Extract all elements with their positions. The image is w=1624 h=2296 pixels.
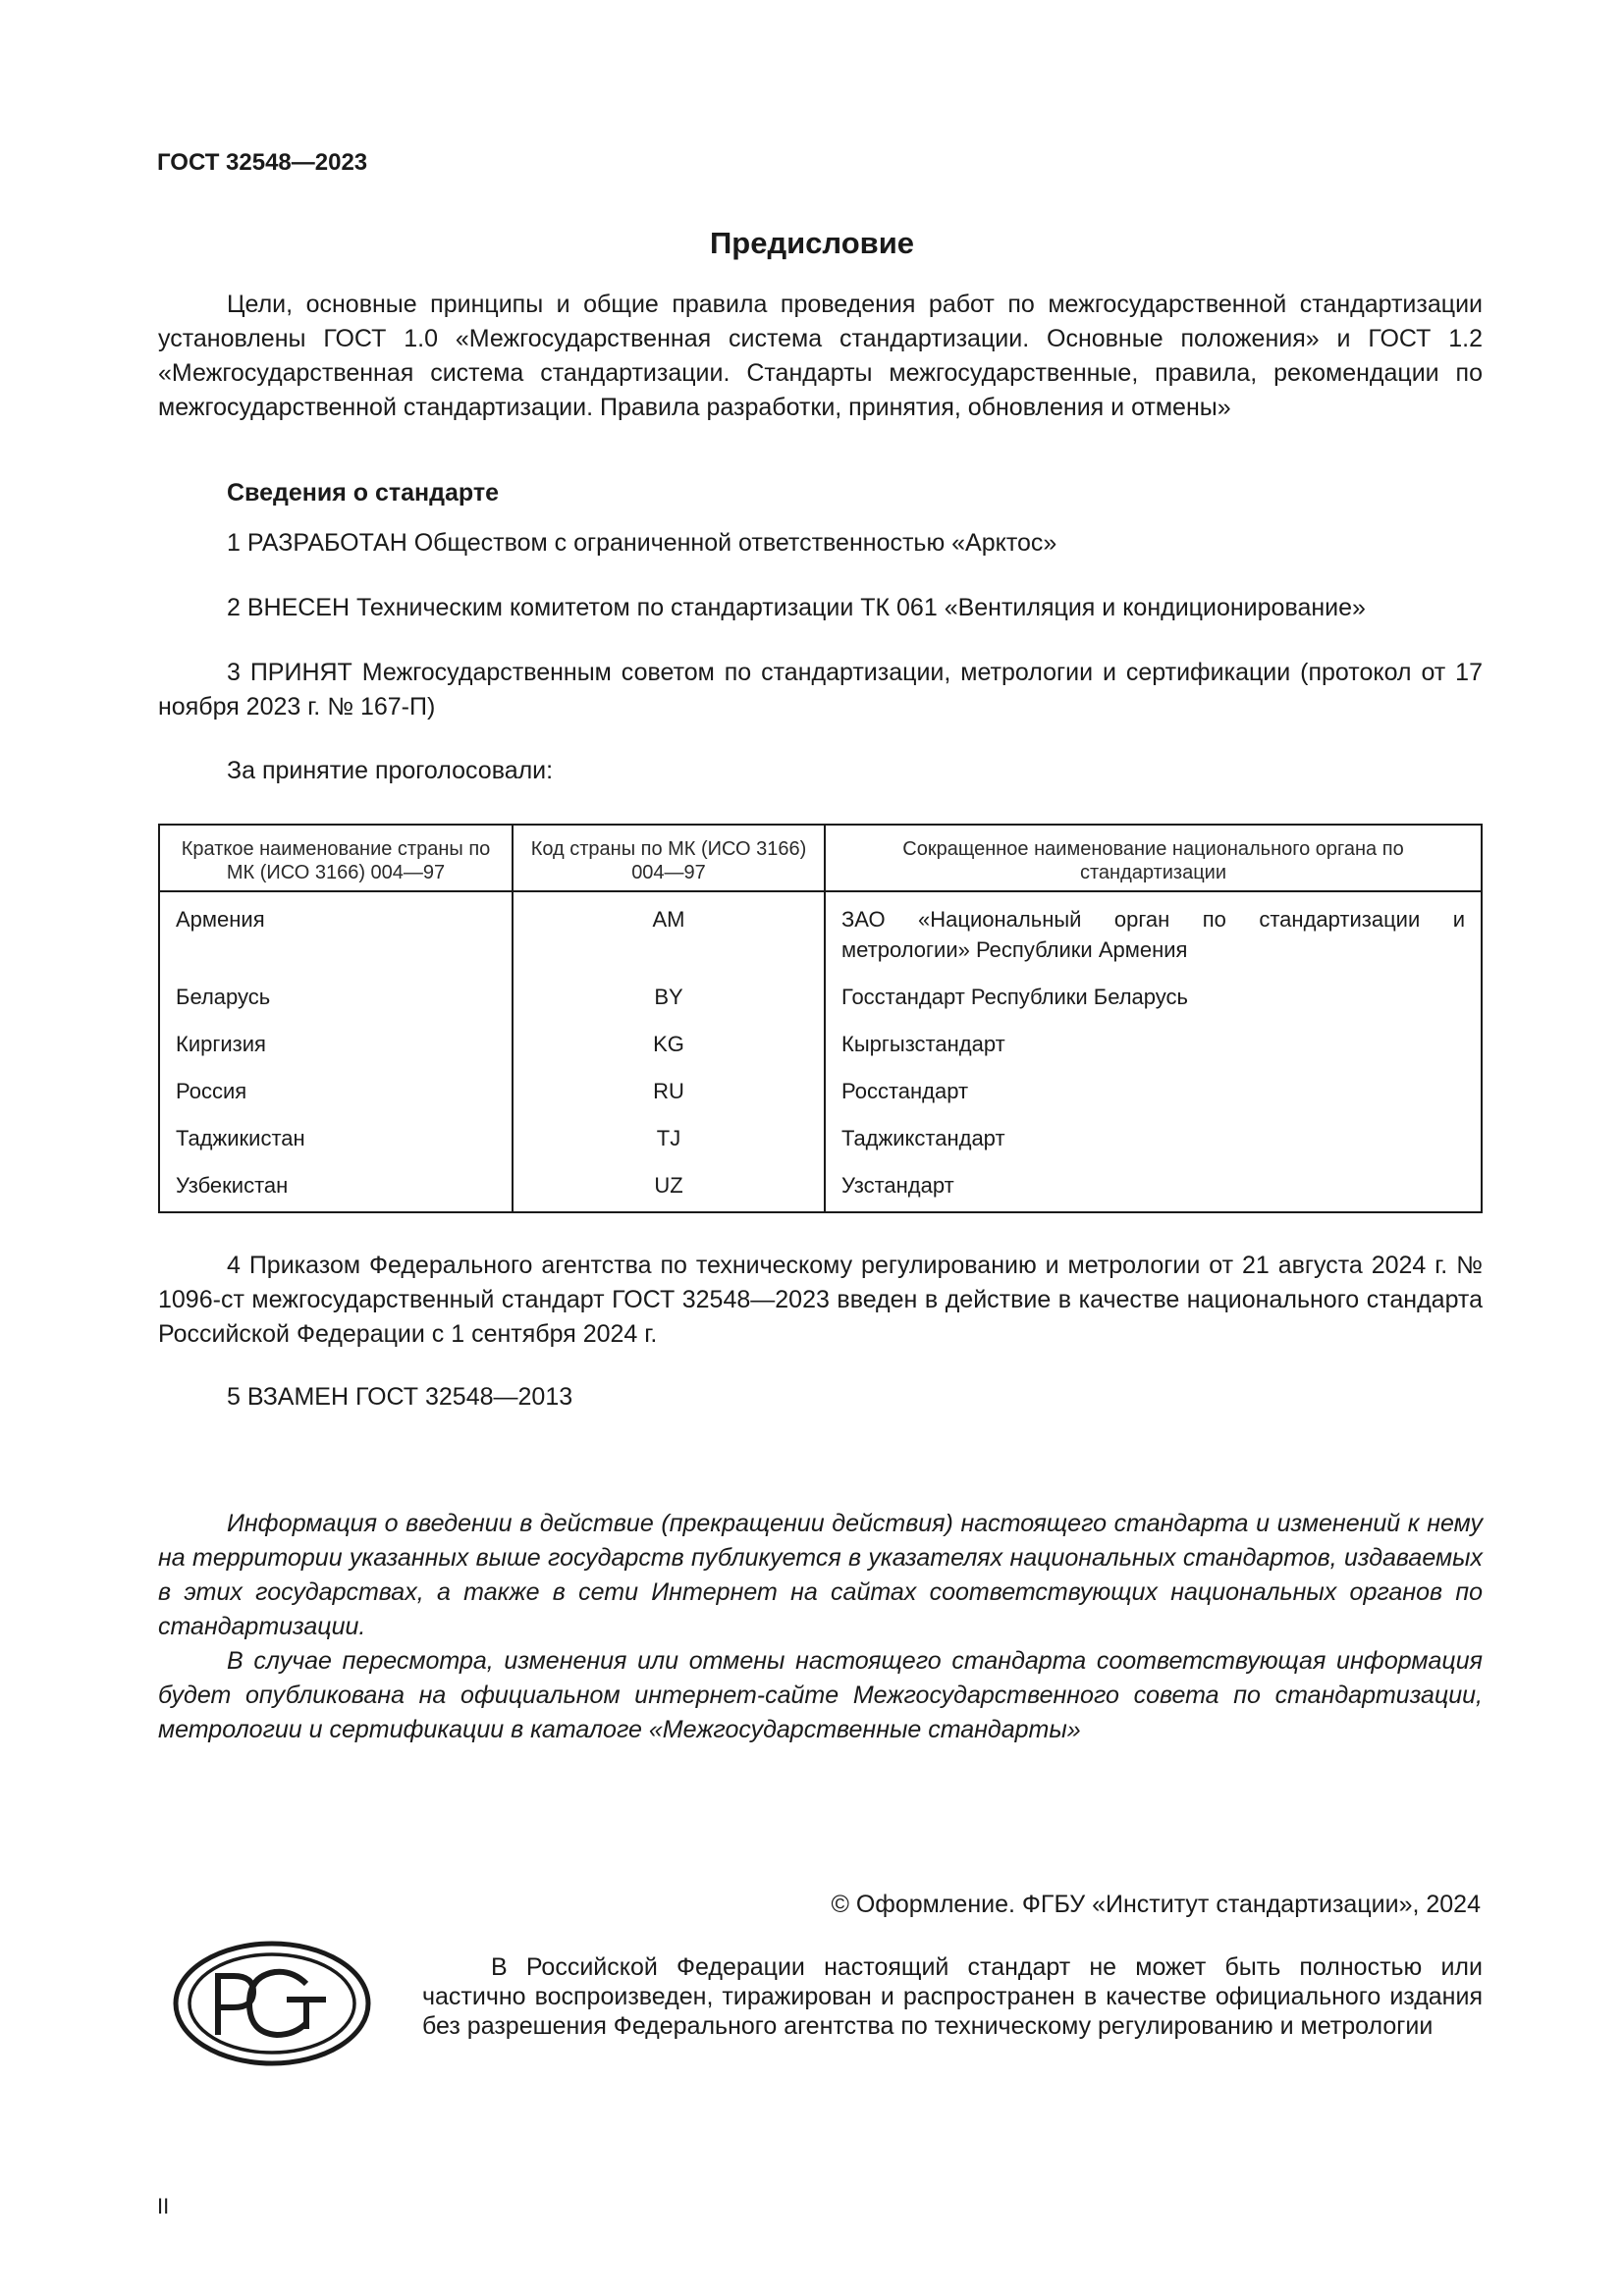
intro-paragraph: Цели, основные принципы и общие правила проведения работ по межгосударственной стандартизации установлены ГОСТ 1.0 «Межгосударственная система стандартизации. Основные положения» и ГОСТ 1.2 «Межгосударственная система стандартизации. Стандарты межгосударственные, правила, рекомендации по межгосударственной стандартизации. Правила разработки, принятия, обновления и отмены» [158, 291, 1483, 421]
national-body: Росстандарт [825, 1070, 1482, 1117]
intro-section [158, 288, 1483, 425]
national-body: Таджикстандарт [825, 1117, 1482, 1164]
vote-intro-block [158, 754, 1483, 788]
item-submitted: 2 ВНЕСЕН Техническим комитетом по стандартизации ТК 061 «Вентиляция и кондиционирование» [227, 594, 1366, 621]
item-1-block [158, 526, 1483, 561]
info-notice [158, 1507, 1483, 1747]
voting-table [158, 824, 1483, 1213]
country-code: AM [513, 891, 825, 976]
national-body: ЗАО «Национальный орган по стандартизации и метрологии» Республики Армения [825, 891, 1482, 976]
table-header-org: Сокращенное наименование национального органа по стандартизации [825, 825, 1482, 891]
table-row [159, 1164, 1482, 1212]
standard-info-heading-block [158, 476, 1483, 510]
item-2-block [158, 591, 1483, 625]
table-header-code: Код страны по МК (ИСО 3166) 004—97 [513, 825, 825, 891]
table-row [159, 976, 1482, 1023]
country-name: Беларусь [159, 976, 513, 1023]
country-name: Россия [159, 1070, 513, 1117]
table-row [159, 1070, 1482, 1117]
table-row [159, 1023, 1482, 1070]
country-code: UZ [513, 1164, 825, 1212]
info-paragraph-1: Информация о введении в действие (прекращении действия) настоящего стандарта и изменений к нему на территории указанных выше государств публикуется в указателях национальных стандартов, издаваемых в этих государствах, а также в сети Интернет на сайтах соответствующих национальных органов по стандартизации. [158, 1510, 1483, 1640]
country-name: Узбекистан [159, 1164, 513, 1212]
rst-certification-mark-icon [171, 1939, 373, 2073]
country-code: TJ [513, 1117, 825, 1164]
item-replaces: 5 ВЗАМЕН ГОСТ 32548—2013 [227, 1383, 573, 1411]
table-header-row [159, 825, 1482, 891]
vote-intro: За принятие проголосовали: [227, 757, 554, 784]
item-adopted: 3 ПРИНЯТ Межгосударственным советом по стандартизации, метрологии и сертификации (протокол от 17 ноября 2023 г. № 167-П) [158, 659, 1483, 721]
table-row [159, 891, 1482, 976]
section-heading: Сведения о стандарте [227, 479, 500, 507]
table-row [159, 1117, 1482, 1164]
national-body: Кыргызстандарт [825, 1023, 1482, 1070]
page-number: II [157, 2194, 170, 2218]
national-body: Узстандарт [825, 1164, 1482, 1212]
item-developed: 1 РАЗРАБОТАН Обществом с ограниченной ответственностью «Арктос» [227, 529, 1057, 557]
country-name: Киргизия [159, 1023, 513, 1070]
item-5-block [158, 1380, 1483, 1415]
country-code: RU [513, 1070, 825, 1117]
country-code: BY [513, 976, 825, 1023]
country-name: Таджикистан [159, 1117, 513, 1164]
document-id: ГОСТ 32548—2023 [157, 149, 368, 176]
copyright-line: © Оформление. ФГБУ «Институт стандартизации», 2024 [831, 1891, 1481, 1918]
country-name: Армения [159, 891, 513, 976]
item-enacted: 4 Приказом Федерального агентства по техническому регулированию и метрологии от 21 августа 2024 г. № 1096-ст межгосударственный стандарт ГОСТ 32548—2023 введен в действие в качестве национального стандарта Российской Федерации с 1 сентября 2024 г. [158, 1252, 1483, 1348]
item-3-block [158, 656, 1483, 724]
page-title: Предисловие [709, 226, 914, 260]
item-4-block [158, 1249, 1483, 1352]
reproduction-notice: В Российской Федерации настоящий стандарт не может быть полностью или частично воспроизведен, тиражирован и распространен в качестве официального издания без разрешения Федерального агентства по техническому регулированию и метрологии [422, 1953, 1483, 2040]
info-paragraph-2: В случае пересмотра, изменения или отмены настоящего стандарта соответствующая информация будет опубликована на официальном интернет-сайте Межгосударственного совета по стандартизации, метрологии и сертификации в каталоге «Межгосударственные стандарты» [158, 1647, 1483, 1743]
national-body: Госстандарт Республики Беларусь [825, 976, 1482, 1023]
table-header-country: Краткое наименование страны по МК (ИСО 3166) 004—97 [159, 825, 513, 891]
country-code: KG [513, 1023, 825, 1070]
